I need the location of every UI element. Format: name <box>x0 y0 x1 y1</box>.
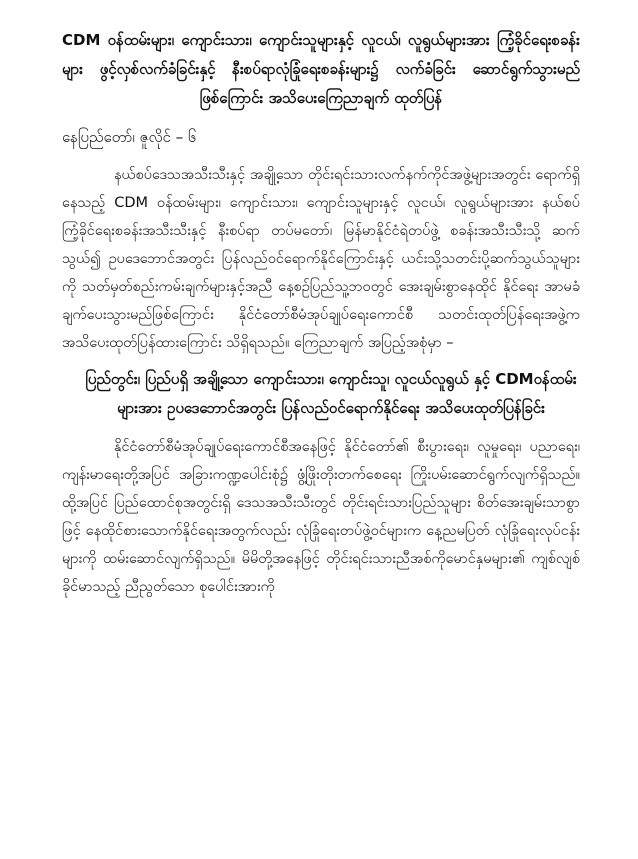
document-title: CDM ဝန်ထမ်းများ၊ ကျောင်းသား၊ ကျောင်းသူများနှင့် လူငယ်၊ လူရွယ်များအား ကြံ့ခိုင်ရေးစခန်းများ ဖွင့်လှစ်လက်ခံခြင်းနှင့် နီးစပ်ရာလုံခြုံရေးစခန်းများ၌ လက်ခံခြင်း ဆောင်ရွက်သွားမည်ဖြစ်ကြောင်း အသိပေးကြေညာချက် ထုတ်ပြန် <box>62 31 580 107</box>
body-paragraph-2: နိုင်ငံတော်စီမံအုပ်ချုပ်ရေးကောင်စီအနေဖြင့် နိုင်ငံတော်၏ စီးပွားရေး၊ လူမှုရေး၊ ပညာရေး၊ ကျန်းမာရေးတို့အပြင် အခြားကဏ္ဍပေါင်းစုံ၌ ဖွံ့ဖြိုးတိုးတက်စေရေး ကြိုးပမ်းဆောင်ရွက်လျက်ရှိသည်။ ထို့အပြင် ပြည်ထောင်စုအတွင်းရှိ ဒေသအသီးသီးတွင် တိုင်းရင်းသားပြည်သူများ စိတ်အေးချမ်းသာစွာဖြင့် နေထိုင်စားသောက်နိုင်ရေးအတွက်လည်း လုံခြုံရေးတပ်ဖွဲ့ဝင်များက နေ့ညမပြတ် လုံခြုံရေးလုပ်ငန်းများကို ထမ်းဆောင်လျက်ရှိသည်။ မိမိတို့အနေဖြင့် တိုင်းရင်းသားညီအစ်ကိုမောင်နှမများ၏ ကျစ်လျစ်ခိုင်မာသည့် ညီညွတ်သော စုပေါင်းအားကို <box>62 439 580 595</box>
announcement-subheading: ပြည်တွင်း၊ ပြည်ပရှိ အချို့သော ကျောင်းသား၊ ကျောင်းသူ၊ လူငယ်လူရွယ် နှင့် CDMဝန်ထမ်းများအား ဥပဒေဘောင်အတွင်း ပြန်လည်ဝင်ရောက်နိုင်ရေး အသိပေးထုတ်ပြန်ခြင်း <box>85 370 577 417</box>
body-paragraph-1: နယ်စပ်ဒေသအသီးသီးနှင့် အချို့သော တိုင်းရင်းသားလက်နက်ကိုင်အဖွဲ့များအတွင်း ရောက်ရှိနေသည့် CDM ဝန်ထမ်းများ၊ ကျောင်းသား၊ ကျောင်းသူများနှင့် လူငယ်၊ လူရွယ်များအား နယ်စပ်ကြံ့ခိုင်ရေးစခန်းအသီးသီးနှင့် နီးစပ်ရာ တပ်မတော်၊ မြန်မာနိုင်ငံရဲတပ်ဖွဲ့ စခန်းအသီးသီးသို့ ဆက်သွယ်၍ ဥပဒေဘောင်အတွင်း ပြန်လည်ဝင်ရောက်နိုင်ကြောင်းနှင့် ယင်းသို့သတင်းပို့ဆက်သွယ်သူများကို သတ်မှတ်စည်းကမ်းချက်များနှင့်အညီ နေ့စဉ်ပြည်သူ့ဘဝတွင် အေးချမ်းစွာနေထိုင် နိုင်ရေး အာမခံချက်ပေးသွားမည်ဖြစ်ကြောင်း နိုင်ငံတော်စီမံအုပ်ချုပ်ရေးကောင်စီ သတင်းထုတ်ပြန်ရေးအဖွဲ့က အသိပေးထုတ်ပြန်ထားကြောင်း သိရှိရသည်။ ကြေညာချက် အပြည့်အစုံမှာ – <box>62 167 580 351</box>
dateline: နေပြည်တော်၊ ဇူလိုင် – ၆ <box>62 128 197 146</box>
